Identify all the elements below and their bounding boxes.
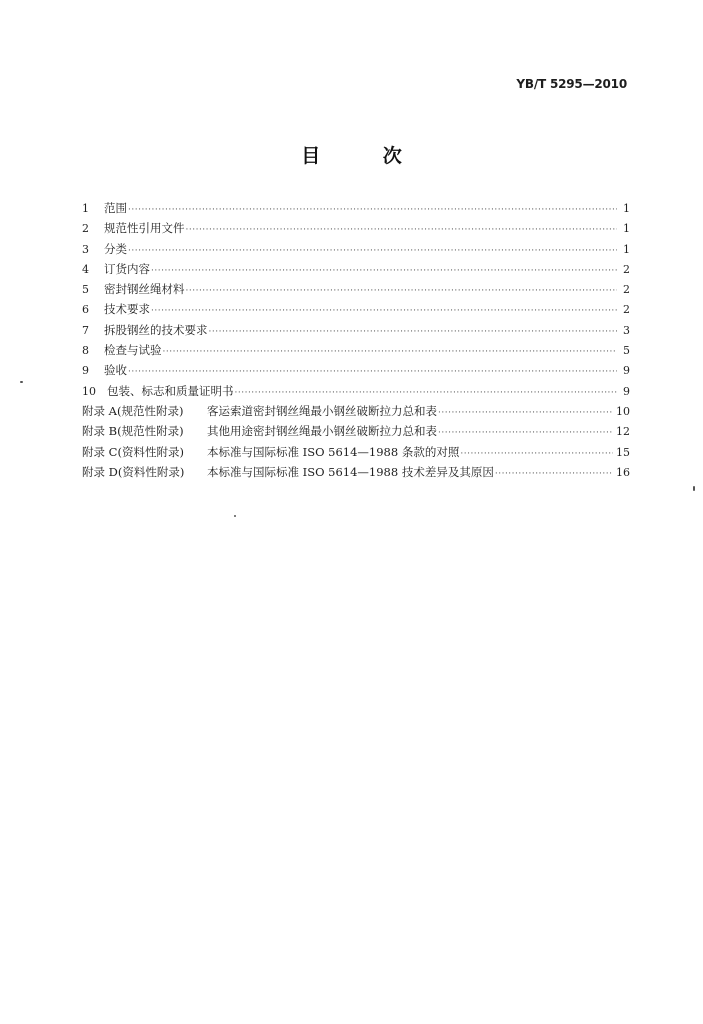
dot-leader	[209, 322, 618, 342]
appendix-prefix: 附录 B(规范性附录)	[82, 424, 184, 439]
toc-entry-page: 5	[623, 344, 630, 358]
toc-entry-number: 7	[82, 323, 89, 337]
appendix-label: 本标准与国际标准 ISO 5614—1988 技术差异及其原因	[207, 464, 494, 479]
toc-entry-label: 拆股钢丝的技术要求	[104, 322, 208, 337]
dot-leader	[163, 342, 618, 362]
toc-entry-label: 技术要求	[104, 302, 150, 317]
toc-entry-label: 规范性引用文件	[104, 221, 185, 236]
table-of-contents	[82, 198, 630, 482]
dot-leader	[128, 241, 617, 261]
toc-entry-number: 10	[82, 384, 96, 398]
dot-leader	[128, 362, 617, 382]
toc-entry[interactable]	[82, 279, 630, 299]
toc-entry[interactable]	[82, 340, 630, 360]
appendix-entry[interactable]	[82, 421, 630, 441]
toc-entry-page: 2	[623, 283, 630, 297]
toc-entry-label: 范围	[104, 201, 127, 215]
toc-entry-page: 2	[623, 262, 630, 276]
toc-entry-page: 9	[623, 364, 630, 378]
toc-entry-number: 1	[82, 202, 89, 215]
appendix-page: 16	[616, 465, 630, 479]
toc-entry-number: 5	[82, 283, 89, 297]
toc-entry-label: 密封钢丝绳材料	[104, 282, 185, 297]
dot-leader	[495, 464, 613, 484]
toc-entry-number: 3	[82, 242, 89, 256]
toc-entry-label: 验收	[104, 363, 127, 378]
toc-entry[interactable]	[82, 320, 630, 340]
dot-leader	[186, 220, 618, 240]
dot-leader	[235, 383, 618, 403]
appendix-page: 10	[616, 404, 630, 418]
toc-entry-number: 9	[82, 364, 89, 378]
standard-code: YB/T 5295—2010	[516, 77, 627, 91]
appendix-prefix: 附录 C(资料性附录)	[82, 444, 184, 459]
scan-speck	[20, 381, 23, 383]
dot-leader	[128, 200, 617, 220]
toc-entry[interactable]	[82, 239, 630, 259]
appendix-prefix: 附录 D(资料性附录)	[82, 464, 185, 479]
toc-entry[interactable]	[82, 299, 630, 319]
toc-entry-number: 2	[82, 222, 89, 236]
appendix-entry[interactable]	[82, 401, 630, 421]
toc-entry-label: 订货内容	[104, 261, 150, 276]
scan-speck	[234, 515, 236, 517]
toc-entry[interactable]	[82, 218, 630, 238]
appendix-prefix: 附录 A(规范性附录)	[82, 403, 184, 418]
toc-entry-page: 1	[623, 222, 630, 236]
appendix-label: 其他用途密封钢丝绳最小钢丝破断拉力总和表	[207, 424, 437, 439]
appendix-label: 客运索道密封钢丝绳最小钢丝破断拉力总和表	[207, 403, 437, 418]
toc-entry-label: 检查与试验	[104, 343, 162, 358]
appendix-label: 本标准与国际标准 ISO 5614—1988 条款的对照	[207, 444, 460, 459]
toc-entry-label: 分类	[104, 241, 127, 256]
toc-entry-page: 9	[623, 384, 630, 398]
toc-entry-page: 2	[623, 303, 630, 317]
page-title: 目 次	[301, 145, 430, 167]
toc-entry-page: 1	[623, 202, 630, 215]
dot-leader	[438, 423, 613, 443]
appendix-page: 15	[616, 445, 630, 459]
toc-entry-number: 8	[82, 344, 89, 358]
toc-entry-label: 包装、标志和质量证明书	[107, 383, 234, 398]
appendix-entry[interactable]	[82, 442, 630, 462]
toc-entry[interactable]	[82, 381, 630, 401]
scan-speck	[693, 486, 695, 491]
toc-entry-number: 6	[82, 303, 89, 317]
appendix-entry[interactable]	[82, 462, 630, 482]
appendix-page: 12	[616, 425, 630, 439]
dot-leader	[151, 261, 617, 281]
toc-entry-number: 4	[82, 262, 89, 276]
toc-entry[interactable]	[82, 259, 630, 279]
dot-leader	[186, 281, 618, 301]
dot-leader	[438, 403, 613, 423]
toc-entry[interactable]	[82, 360, 630, 380]
toc-entry-page: 3	[623, 323, 630, 337]
toc-entry[interactable]	[82, 198, 630, 218]
dot-leader	[460, 444, 613, 464]
toc-entry-page: 1	[623, 242, 630, 256]
dot-leader	[151, 301, 617, 321]
